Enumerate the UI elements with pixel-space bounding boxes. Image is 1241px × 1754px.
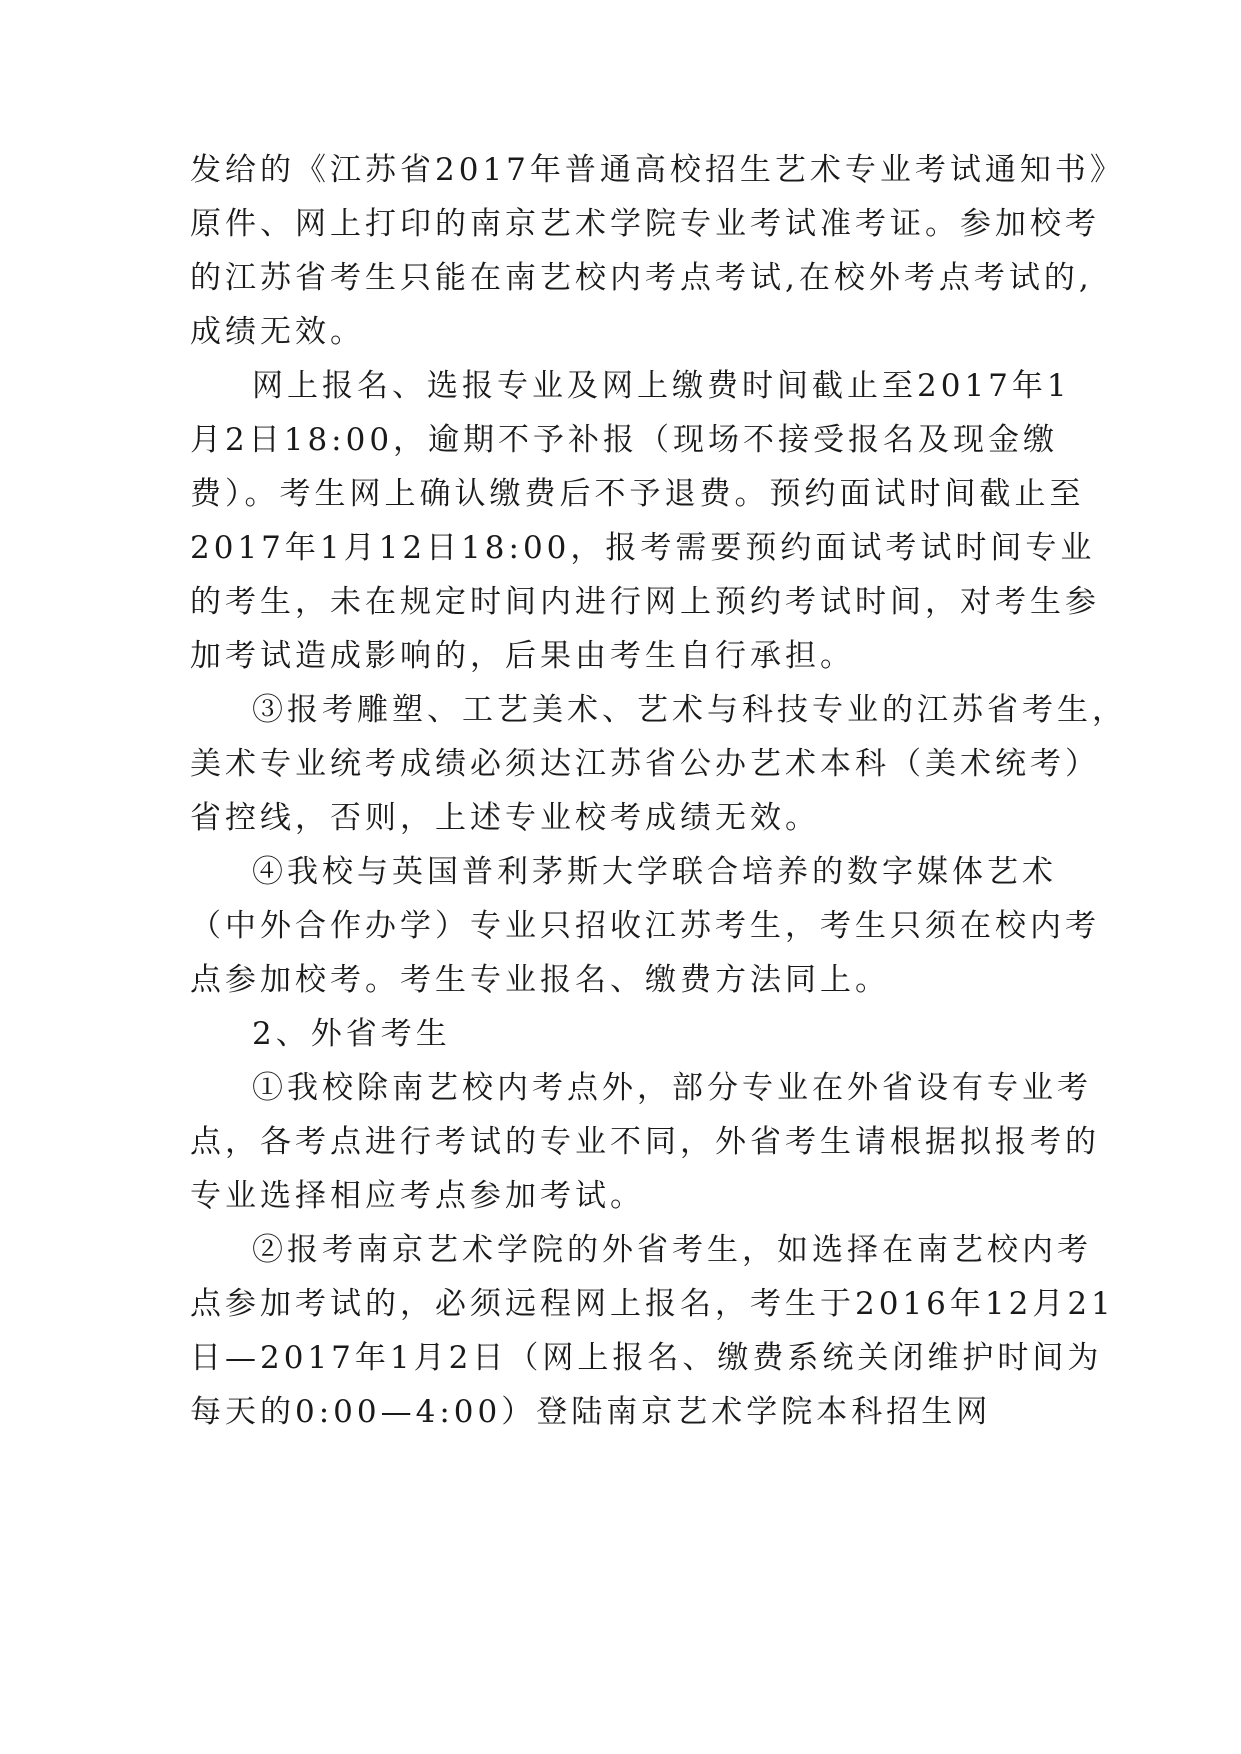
paragraph-first-line: ③报考雕塑、工艺美术、艺术与科技专业的江苏省考生， — [252, 692, 1127, 728]
text-line: 点参加考试的，必须远程网上报名，考生于2016年12月21 — [190, 1286, 1115, 1322]
paragraph-first-line: ②报考南京艺术学院的外省考生，如选择在南艺校内考 — [252, 1232, 1092, 1268]
text-line: 原件、网上打印的南京艺术学院专业考试准考证。参加校考 — [190, 206, 1100, 242]
text-line: 点，各考点进行考试的专业不同，外省考生请根据拟报考的 — [190, 1124, 1100, 1160]
paragraph-first-line: ④我校与英国普利茅斯大学联合培养的数字媒体艺术 — [252, 854, 1057, 890]
text-line: 美术专业统考成绩必须达江苏省公办艺术本科（美术统考） — [190, 746, 1100, 782]
text-line: 成绩无效。 — [190, 314, 365, 350]
text-line: 专业选择相应考点参加考试。 — [190, 1178, 645, 1214]
text-line: 日—2017年1月2日（网上报名、缴费系统关闭维护时间为 — [190, 1340, 1103, 1376]
text-line: 的考生，未在规定时间内进行网上预约考试时间，对考生参 — [190, 584, 1100, 620]
paragraph-first-line: ①我校除南艺校内考点外，部分专业在外省设有专业考 — [252, 1070, 1092, 1106]
text-line: 月2日18:00，逾期不予补报（现场不接受报名及现金缴 — [190, 422, 1059, 458]
section-heading: 2、外省考生 — [252, 1016, 451, 1052]
text-line: 点参加校考。考生专业报名、缴费方法同上。 — [190, 962, 890, 998]
text-line: 省控线，否则，上述专业校考成绩无效。 — [190, 800, 820, 836]
text-line: 2017年1月12日18:00，报考需要预约面试考试时间专业 — [190, 530, 1096, 566]
text-line: 每天的0:00—4:00）登陆南京艺术学院本科招生网 — [190, 1394, 992, 1430]
paragraph-first-line: 网上报名、选报专业及网上缴费时间截止至2017年1 — [252, 368, 1071, 404]
text-line: （中外合作办学）专业只招收江苏考生，考生只须在校内考 — [190, 908, 1100, 944]
text-line: 的江苏省考生只能在南艺校内考点考试,在校外考点考试的, — [190, 260, 1093, 296]
text-line: 加考试造成影响的，后果由考生自行承担。 — [190, 638, 855, 674]
text-line: 费）。考生网上确认缴费后不予退费。预约面试时间截止至 — [190, 476, 1085, 512]
text-line: 发给的《江苏省2017年普通高校招生艺术专业考试通知书》 — [190, 152, 1125, 188]
